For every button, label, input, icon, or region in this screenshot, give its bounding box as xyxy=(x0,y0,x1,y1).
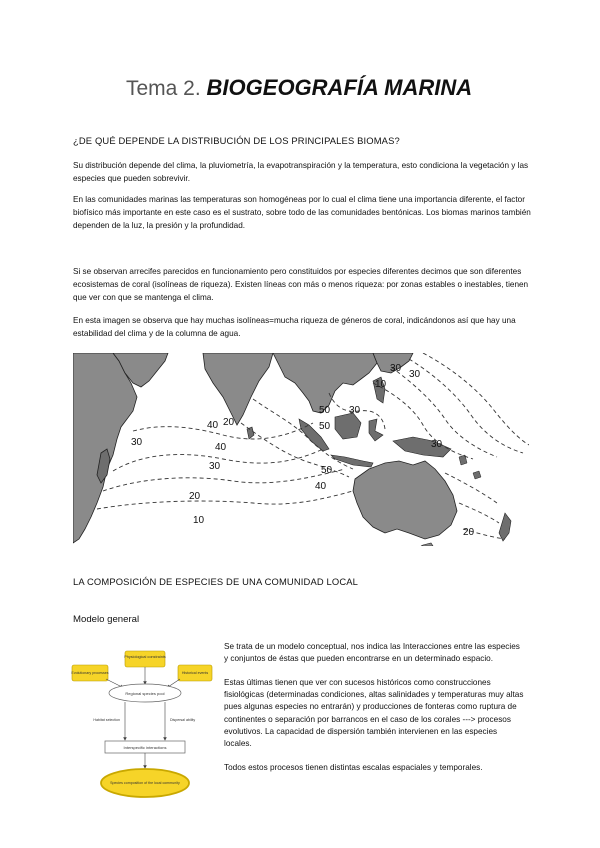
contour-label: 20 xyxy=(189,491,201,502)
section-heading-composicion: LA COMPOSICIÓN DE ESPECIES DE UNA COMUNIDAD LOCAL xyxy=(73,576,359,587)
title-main: BIOGEOGRAFÍA MARINA xyxy=(206,75,473,100)
diagram-top-box-label: Physiological constraints xyxy=(124,655,166,659)
contour-label: 50 xyxy=(321,465,333,476)
section-heading-biomas: ¿DE QUÉ DEPENDE LA DISTRIBUCIÓN DE LOS PRINCIPALES BIOMAS? xyxy=(73,135,400,146)
diagram-top-box xyxy=(125,651,165,667)
paragraph-escalas: Todos estos procesos tienen distintas escalas espaciales y temporales. xyxy=(224,763,483,772)
diagram-left-box-label: Evolutionary processes xyxy=(71,671,109,675)
diagram-regional-pool-label: Regional species pool xyxy=(125,691,165,696)
paragraph-comunidades-marinas: En las comunidades marinas las temperaturas son homogéneas por lo cual el clima tiene una importancia diferente, el factor biofísico más importante en este caso es el sustrato, sobre todo de las comunidades bentónicas. Los biomas marinos también dependen de la luz, la presión y la profundidad. xyxy=(73,195,531,230)
diagram-right-box-label: Historical events xyxy=(181,671,209,675)
contour-label: 40 xyxy=(215,442,227,453)
diagram-local-community-label: Species composition of the local community xyxy=(110,781,180,785)
conceptual-model-diagram xyxy=(70,645,220,805)
contour-label: 30 xyxy=(431,439,443,450)
contour-label: 30 xyxy=(349,405,361,416)
contour-label: 30 xyxy=(409,369,421,380)
paragraph-isolineas: En esta imagen se observa que hay muchas isolíneas=mucha riqueza de géneros de coral, indicándonos así que hay una estabilidad del clima y de la columna de agua. xyxy=(73,316,516,338)
subheading-modelo-general: Modelo general xyxy=(73,614,140,625)
contour-label: 50 xyxy=(319,421,331,432)
contour-label: 30 xyxy=(131,437,143,448)
paragraph-sucesos-historicos: Estas últimas tienen que ver con sucesos históricos como construcciones fisiológicas (determinadas condiciones, altas salinidades y temperaturas muy altas pues algunas especies no entrarán) y producciones de fonteras como ruptura de continentes o separación por barrancos en el caso de los corales ---> procesos evolutivos. La capacidad de dispersión también intervienen en las especies locales. xyxy=(224,678,524,749)
diagram-left-arrow-label: Habitat selection xyxy=(93,718,120,722)
coral-richness-map xyxy=(73,353,529,546)
contour-label: 30 xyxy=(209,461,221,472)
contour-label: 30 xyxy=(390,363,402,374)
contour-label: 10 xyxy=(193,515,205,526)
contour-label: 40 xyxy=(315,481,327,492)
page-title xyxy=(126,75,546,101)
title-prefix: Tema 2. xyxy=(126,77,201,100)
contour-label: 40 xyxy=(207,420,219,431)
diagram-right-arrow-label: Dispersal ability xyxy=(170,718,196,722)
contour-label: 20 xyxy=(463,527,475,538)
paragraph-arrecifes: Si se observan arrecifes parecidos en funcionamiento pero constituidos por especies diferentes decimos que son diferentes ecosistemas de coral (isolíneas de riqueza). Existen líneas con más o menos riqueza: por zonas estables o inestables, tienen que ver con que se mantenga el clima. xyxy=(73,267,529,302)
contour-label: 10 xyxy=(375,379,387,390)
diagram-interactions-label: Interspecific interactions xyxy=(123,745,167,750)
paragraph-modelo-conceptual: Se trata de un modelo conceptual, nos indica las Interacciones entre las especies y conjuntos de éstas que pueden encontrarse en un determinado espacio. xyxy=(224,642,520,664)
contour-label: 20 xyxy=(223,417,235,428)
contour-label: 50 xyxy=(319,405,331,416)
paragraph-distribucion: Su distribución depende del clima, la pluviometría, la evapotranspiración y la temperatura, esto condiciona la vegetación y las especies que pueden sobrevivir. xyxy=(73,161,529,183)
